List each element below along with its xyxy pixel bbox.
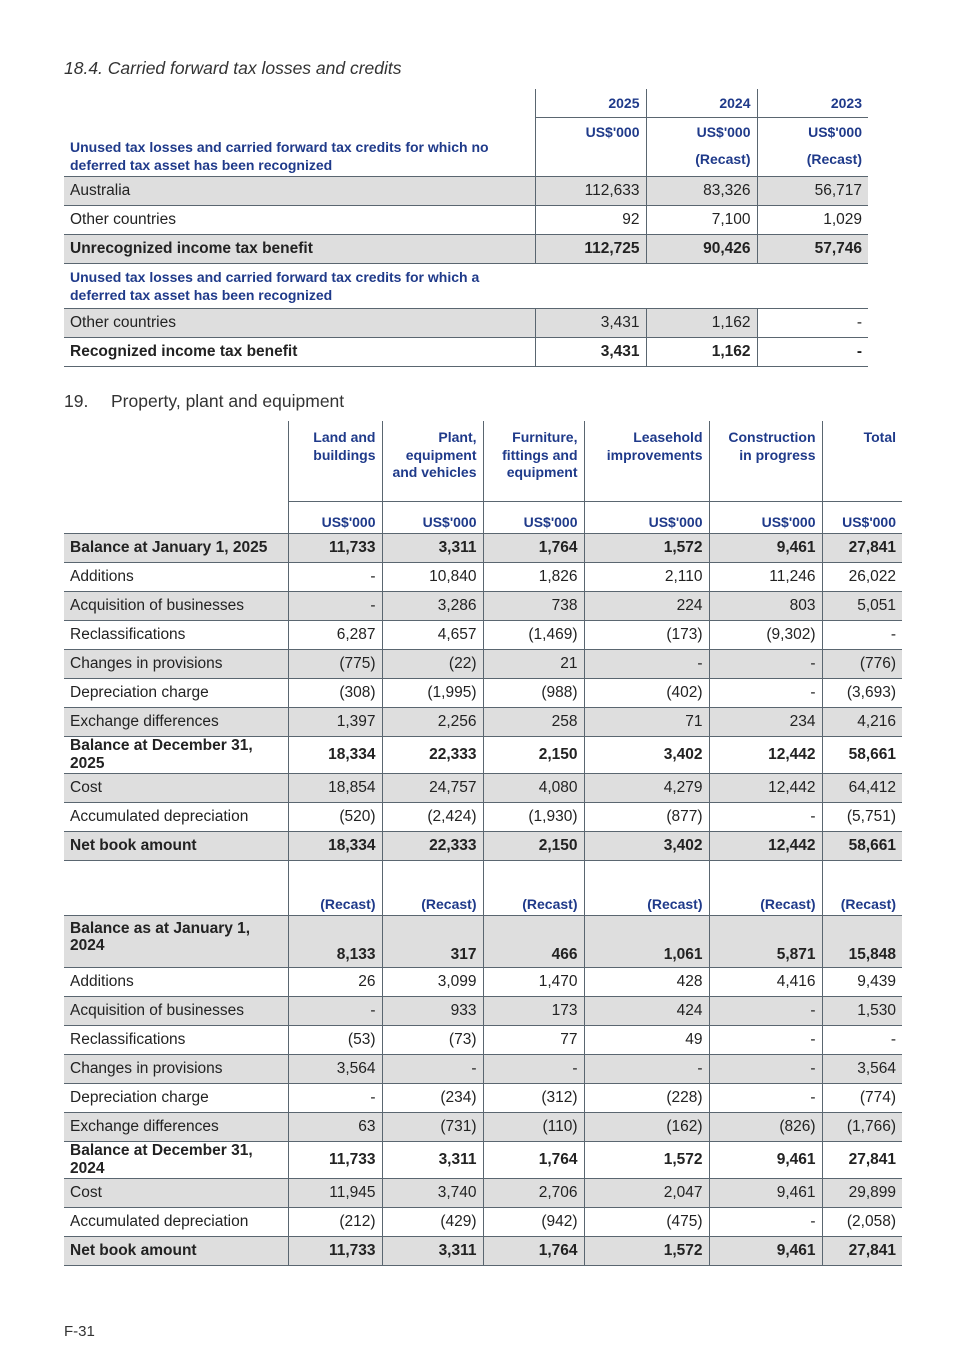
cell-value: (1,930) xyxy=(483,803,584,832)
cell-value: 4,080 xyxy=(483,774,584,803)
cell-value: (5,751) xyxy=(822,803,902,832)
cell-value: 9,461 xyxy=(709,1237,822,1266)
cell-value: 5,871 xyxy=(709,916,822,968)
cell-value: 5,051 xyxy=(822,592,902,621)
cell-value: 26 xyxy=(288,968,382,997)
cell-value: (826) xyxy=(709,1113,822,1142)
unit-header: US$'000 xyxy=(382,502,483,534)
row-label: Other countries xyxy=(64,308,535,337)
cell-value: 56,717 xyxy=(757,176,868,205)
cell-value: - xyxy=(709,997,822,1026)
cell-value: 112,633 xyxy=(535,176,646,205)
total-row xyxy=(64,337,868,366)
cell-value: (3,693) xyxy=(822,679,902,708)
cell-value: 234 xyxy=(709,708,822,737)
cell-value: (22) xyxy=(382,650,483,679)
cell-value: 1,764 xyxy=(483,1142,584,1179)
cell-value: 3,564 xyxy=(288,1055,382,1084)
table-row xyxy=(64,308,868,337)
table-row xyxy=(64,774,902,803)
cell-value: 4,216 xyxy=(822,708,902,737)
table-row xyxy=(64,1113,902,1142)
row-label: Recognized income tax benefit xyxy=(64,337,535,366)
year-header: 2025 xyxy=(535,89,646,118)
group1-heading: Unused tax losses and carried forward tax credits for which no deferred tax asset has been recognized xyxy=(64,118,535,177)
cell-value: - xyxy=(709,1084,822,1113)
cell-value: 3,311 xyxy=(382,1142,483,1179)
cell-value: 2,047 xyxy=(584,1179,709,1208)
cell-value: - xyxy=(822,621,902,650)
unit-header: US$'000 (Recast) xyxy=(757,118,868,177)
cell-value: 9,461 xyxy=(709,1179,822,1208)
row-label: Other countries xyxy=(64,205,535,234)
header-spacer xyxy=(64,89,535,118)
cell-value: - xyxy=(483,1055,584,1084)
cell-value: - xyxy=(584,1055,709,1084)
cell-value: 2,150 xyxy=(483,832,584,861)
cell-value: 11,733 xyxy=(288,1237,382,1266)
table-row xyxy=(64,1084,902,1113)
table-row xyxy=(64,968,902,997)
recast-header: (Recast) xyxy=(584,861,709,916)
cell-value: 3,431 xyxy=(535,308,646,337)
cell-value: 224 xyxy=(584,592,709,621)
cell-value: 1,397 xyxy=(288,708,382,737)
cell-value: 2,150 xyxy=(483,737,584,774)
cell-value: 1,162 xyxy=(646,337,757,366)
cell-value: (429) xyxy=(382,1208,483,1237)
cell-value: 9,461 xyxy=(709,1142,822,1179)
cell-value: 4,279 xyxy=(584,774,709,803)
recast-header: (Recast) xyxy=(483,861,584,916)
cell-value: 18,334 xyxy=(288,832,382,861)
cell-value: 21 xyxy=(483,650,584,679)
row-label: Accumulated depreciation xyxy=(64,803,288,832)
cell-value: (228) xyxy=(584,1084,709,1113)
cell-value: 49 xyxy=(584,1026,709,1055)
cell-value: (775) xyxy=(288,650,382,679)
table-row xyxy=(64,563,902,592)
table-row xyxy=(64,679,902,708)
cell-value: (942) xyxy=(483,1208,584,1237)
cell-value: 92 xyxy=(535,205,646,234)
row-label: Reclassifications xyxy=(64,1026,288,1055)
cell-value: (877) xyxy=(584,803,709,832)
cell-value: - xyxy=(757,337,868,366)
header-spacer xyxy=(64,421,288,502)
cell-value: - xyxy=(709,679,822,708)
cell-value: (73) xyxy=(382,1026,483,1055)
table-row xyxy=(64,1208,902,1237)
table-row xyxy=(64,1026,902,1055)
cell-value: - xyxy=(288,563,382,592)
recast-header: (Recast) xyxy=(822,861,902,916)
cell-value: - xyxy=(709,1208,822,1237)
cell-value: (110) xyxy=(483,1113,584,1142)
cell-value: 1,572 xyxy=(584,1237,709,1266)
cell-value: 18,854 xyxy=(288,774,382,803)
cell-value: (9,302) xyxy=(709,621,822,650)
cell-value: 18,334 xyxy=(288,737,382,774)
cell-value: 428 xyxy=(584,968,709,997)
cell-value: 3,311 xyxy=(382,534,483,563)
cell-value: 3,740 xyxy=(382,1179,483,1208)
cell-value: 90,426 xyxy=(646,234,757,263)
cell-value: 11,733 xyxy=(288,1142,382,1179)
cell-value: 1,572 xyxy=(584,534,709,563)
cell-value: - xyxy=(288,997,382,1026)
cell-value: 22,333 xyxy=(382,832,483,861)
column-header: Land and buildings xyxy=(288,421,382,502)
cell-value: 2,706 xyxy=(483,1179,584,1208)
unit-header: US$'000 (Recast) xyxy=(646,118,757,177)
cell-value: 1,470 xyxy=(483,968,584,997)
row-label: Exchange differences xyxy=(64,708,288,737)
cell-value: 112,725 xyxy=(535,234,646,263)
cell-value: 58,661 xyxy=(822,737,902,774)
unit-header: US$'000 xyxy=(584,502,709,534)
column-header: Furniture, fittings and equipment xyxy=(483,421,584,502)
cell-value: 424 xyxy=(584,997,709,1026)
section-18-4-title: 18.4. Carried forward tax losses and credits xyxy=(64,58,402,78)
year-header: 2024 xyxy=(646,89,757,118)
year-header: 2023 xyxy=(757,89,868,118)
group2-heading: Unused tax losses and carried forward tax credits for which a deferred tax asset has been recognized xyxy=(64,263,535,308)
table-row xyxy=(64,708,902,737)
cell-value: 9,439 xyxy=(822,968,902,997)
cell-value: (402) xyxy=(584,679,709,708)
row-label: Net book amount xyxy=(64,1237,288,1266)
cell-value: 64,412 xyxy=(822,774,902,803)
unit-header: US$'000 xyxy=(822,502,902,534)
cell-value: (1,766) xyxy=(822,1113,902,1142)
cell-value: 27,841 xyxy=(822,534,902,563)
row-label: Accumulated depreciation xyxy=(64,1208,288,1237)
cell-value: 1,764 xyxy=(483,534,584,563)
cell-value: (731) xyxy=(382,1113,483,1142)
cell-value: 1,530 xyxy=(822,997,902,1026)
row-label: Changes in provisions xyxy=(64,650,288,679)
cell-value: 12,442 xyxy=(709,737,822,774)
cell-value: (2,424) xyxy=(382,803,483,832)
recast-header: (Recast) xyxy=(382,861,483,916)
row-label: Australia xyxy=(64,176,535,205)
cell-value: 317 xyxy=(382,916,483,968)
page-number: F-31 xyxy=(64,1323,95,1340)
cell-value: 57,746 xyxy=(757,234,868,263)
total-row xyxy=(64,832,902,861)
unit-header: US$'000 xyxy=(483,502,584,534)
row-label: Depreciation charge xyxy=(64,679,288,708)
total-row xyxy=(64,916,902,968)
cell-value: - xyxy=(288,1084,382,1113)
row-label: Acquisition of businesses xyxy=(64,592,288,621)
cell-value: 9,461 xyxy=(709,534,822,563)
cell-value: 2,110 xyxy=(584,563,709,592)
cell-value: 3,431 xyxy=(535,337,646,366)
total-row xyxy=(64,737,902,774)
row-label: Balance as at January 1, 2024 xyxy=(64,916,288,968)
cell-value: 22,333 xyxy=(382,737,483,774)
cell-value: 3,099 xyxy=(382,968,483,997)
cell-value: (776) xyxy=(822,650,902,679)
table-row xyxy=(64,205,868,234)
cell-value: 738 xyxy=(483,592,584,621)
cell-value: 933 xyxy=(382,997,483,1026)
cell-value: (212) xyxy=(288,1208,382,1237)
row-label: Acquisition of businesses xyxy=(64,997,288,1026)
cell-value: 2,256 xyxy=(382,708,483,737)
cell-value: (173) xyxy=(584,621,709,650)
cell-value: 12,442 xyxy=(709,832,822,861)
cell-value: 1,826 xyxy=(483,563,584,592)
cell-value: - xyxy=(709,803,822,832)
row-label: Balance at December 31, 2025 xyxy=(64,737,288,774)
cell-value: - xyxy=(709,1055,822,1084)
cell-value: (988) xyxy=(483,679,584,708)
row-label: Depreciation charge xyxy=(64,1084,288,1113)
cell-value: - xyxy=(288,592,382,621)
total-row xyxy=(64,1237,902,1266)
row-label: Unrecognized income tax benefit xyxy=(64,234,535,263)
cell-value: 58,661 xyxy=(822,832,902,861)
cell-value: 27,841 xyxy=(822,1237,902,1266)
cell-value: 4,416 xyxy=(709,968,822,997)
cell-value: 10,840 xyxy=(382,563,483,592)
cell-value: 4,657 xyxy=(382,621,483,650)
cell-value: 6,287 xyxy=(288,621,382,650)
cell-value: 63 xyxy=(288,1113,382,1142)
row-label: Cost xyxy=(64,1179,288,1208)
cell-value: 3,564 xyxy=(822,1055,902,1084)
row-label: Balance at December 31, 2024 xyxy=(64,1142,288,1179)
cell-value: - xyxy=(822,1026,902,1055)
table-row xyxy=(64,650,902,679)
cell-value: 24,757 xyxy=(382,774,483,803)
cell-value: (1,995) xyxy=(382,679,483,708)
cell-value: (162) xyxy=(584,1113,709,1142)
unit-header: US$'000 xyxy=(288,502,382,534)
cell-value: 11,246 xyxy=(709,563,822,592)
cell-value: 1,764 xyxy=(483,1237,584,1266)
table-row xyxy=(64,803,902,832)
cell-value: 3,402 xyxy=(584,737,709,774)
cell-value: 466 xyxy=(483,916,584,968)
table-row xyxy=(64,997,902,1026)
cell-value: (53) xyxy=(288,1026,382,1055)
cell-value: (312) xyxy=(483,1084,584,1113)
row-label: Balance at January 1, 2025 xyxy=(64,534,288,563)
cell-value: 15,848 xyxy=(822,916,902,968)
cell-value: 8,133 xyxy=(288,916,382,968)
section-title-text: Property, plant and equipment xyxy=(111,391,345,411)
cell-value: 11,733 xyxy=(288,534,382,563)
cell-value: 803 xyxy=(709,592,822,621)
column-header: Construction in progress xyxy=(709,421,822,502)
cell-value: 77 xyxy=(483,1026,584,1055)
ppe-table xyxy=(64,421,902,1266)
unit-header: US$'000 xyxy=(709,502,822,534)
column-header: Plant, equipment and vehicles xyxy=(382,421,483,502)
table-row xyxy=(64,592,902,621)
column-header: Leasehold improvements xyxy=(584,421,709,502)
cell-value: 258 xyxy=(483,708,584,737)
cell-value: 71 xyxy=(584,708,709,737)
tax-losses-table xyxy=(64,89,868,367)
cell-value: 26,022 xyxy=(822,563,902,592)
cell-value: (520) xyxy=(288,803,382,832)
cell-value: 7,100 xyxy=(646,205,757,234)
cell-value: 1,061 xyxy=(584,916,709,968)
cell-value: (2,058) xyxy=(822,1208,902,1237)
cell-value: (234) xyxy=(382,1084,483,1113)
cell-value: (308) xyxy=(288,679,382,708)
row-label: Cost xyxy=(64,774,288,803)
table-row xyxy=(64,176,868,205)
cell-value: (774) xyxy=(822,1084,902,1113)
row-label: Changes in provisions xyxy=(64,1055,288,1084)
cell-value: - xyxy=(584,650,709,679)
row-label: Reclassifications xyxy=(64,621,288,650)
cell-value: (1,469) xyxy=(483,621,584,650)
recast-header: (Recast) xyxy=(288,861,382,916)
section-number: 19. xyxy=(64,391,89,411)
cell-value: (475) xyxy=(584,1208,709,1237)
row-label: Net book amount xyxy=(64,832,288,861)
table-row xyxy=(64,1179,902,1208)
cell-value: 27,841 xyxy=(822,1142,902,1179)
cell-value: 3,402 xyxy=(584,832,709,861)
total-row xyxy=(64,234,868,263)
cell-value: 1,572 xyxy=(584,1142,709,1179)
row-label: Additions xyxy=(64,563,288,592)
row-label: Exchange differences xyxy=(64,1113,288,1142)
recast-header: (Recast) xyxy=(709,861,822,916)
cell-value: - xyxy=(757,308,868,337)
cell-value: 1,162 xyxy=(646,308,757,337)
column-header: Total xyxy=(822,421,902,502)
cell-value: 11,945 xyxy=(288,1179,382,1208)
table-row xyxy=(64,1055,902,1084)
row-label: Additions xyxy=(64,968,288,997)
cell-value: - xyxy=(709,1026,822,1055)
cell-value: 1,029 xyxy=(757,205,868,234)
unit-header: US$'000 xyxy=(535,118,646,177)
cell-value: 173 xyxy=(483,997,584,1026)
cell-value: 3,311 xyxy=(382,1237,483,1266)
total-row xyxy=(64,1142,902,1179)
cell-value: 3,286 xyxy=(382,592,483,621)
table-row xyxy=(64,621,902,650)
cell-value: - xyxy=(709,650,822,679)
section-19-title xyxy=(64,391,344,412)
cell-value: - xyxy=(382,1055,483,1084)
cell-value: 12,442 xyxy=(709,774,822,803)
cell-value: 83,326 xyxy=(646,176,757,205)
cell-value: 29,899 xyxy=(822,1179,902,1208)
total-row xyxy=(64,534,902,563)
